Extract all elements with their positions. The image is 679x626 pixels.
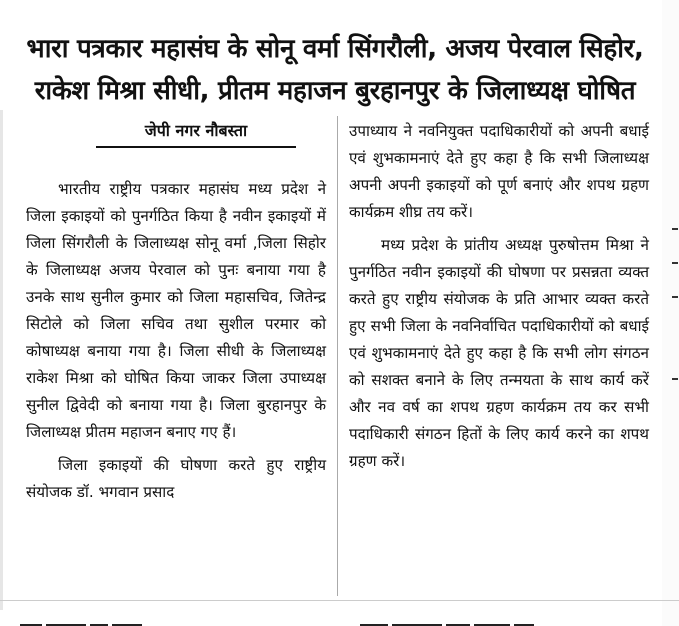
next-article-fragment: [360, 614, 660, 626]
paragraph: उपाध्याय ने नवनियुक्त पदाधिकारीयों को अपनी बधाई एवं शुभकामनाएं देते हुए कहा है कि सभी जिलाध्यक्ष अपनी अपनी इकाइयों को पूर्ण बनाएं और शपथ ग्रहण कार्यक्रम शीघ्र तय करें।: [349, 122, 649, 221]
article-column-left: [26, 176, 326, 512]
next-article-fragment: [20, 614, 280, 626]
adjacent-column-fragment: [672, 228, 678, 230]
paragraph: जिला इकाइयों की घोषणा करते हुए राष्ट्रीय संयोजक डॉ. भगवान प्रसाद: [26, 456, 326, 501]
paragraph: भारतीय राष्ट्रीय पत्रकार महासंघ मध्य प्रदेश ने जिला इकाइयों को पुनर्गठित किया है नवीन इकाइयों में जिला सिंगरौली के जिलाध्यक्ष सोनू वर्मा ,जिला सिहोर के जिलाध्यक्ष अजय पेरवाल को पुनः बनाया गया है उनके साथ सुनील कुमार को जिला महासचिव, जितेन्द्र सिटोले को जिला सचिव तथा सुशील परमार को कोषाध्यक्ष बनाया गया है। जिला सीधी के जिलाध्यक्ष राकेश मिश्रा को घोषित किया जाकर जिला उपाध्यक्ष सुनील द्विवेदी को बनाया गया है। जिला बुरहानपुर के जिलाध्यक्ष प्रीतम महाजन बनाए गए हैं।: [26, 180, 326, 441]
adjacent-column-strip: [662, 0, 679, 626]
paragraph: मध्य प्रदेश के प्रांतीय अध्यक्ष पुरुषोत्तम मिश्रा ने पुनर्गठित नवीन इकाइयों की घोषणा पर प्रसन्नता व्यक्त करते हुए राष्ट्रीय संयोजक के प्रति आभार व्यक्त करते हुए सभी जिला के नवनिर्वाचित पदाधिकारीयों को बधाई एवं शुभकामनाएं देते हुए कहा है कि सभी लोग संगठन को सशक्त बनाने के लिए तन्मयता के साथ कार्य करें और नव वर्ष का शपथ ग्रहण कार्यक्रम तय कर सभी पदाधिकारी संगठन हितों के लिए कार्य करने का शपथ ग्रहण करें।: [349, 236, 649, 470]
page-edge-shadow: [0, 110, 3, 610]
byline-underline: [96, 146, 296, 148]
column-divider: [337, 116, 338, 596]
adjacent-column-fragment: [672, 378, 678, 380]
article-headline: भारा पत्रकार महासंघ के सोनू वर्मा सिंगरौली, अजय पेरवाल सिहोर, राकेश मिश्रा सीधी, प्रीतम महाजन बुरहानपुर के जिलाध्यक्ष घोषित: [26, 34, 644, 106]
adjacent-column-fragment: [672, 296, 678, 298]
page-bottom-rule: [0, 600, 679, 601]
article-column-right: [349, 118, 649, 481]
article-byline: जेपी नगर नौबस्ता: [144, 121, 248, 140]
adjacent-column-fragment: [672, 262, 678, 264]
